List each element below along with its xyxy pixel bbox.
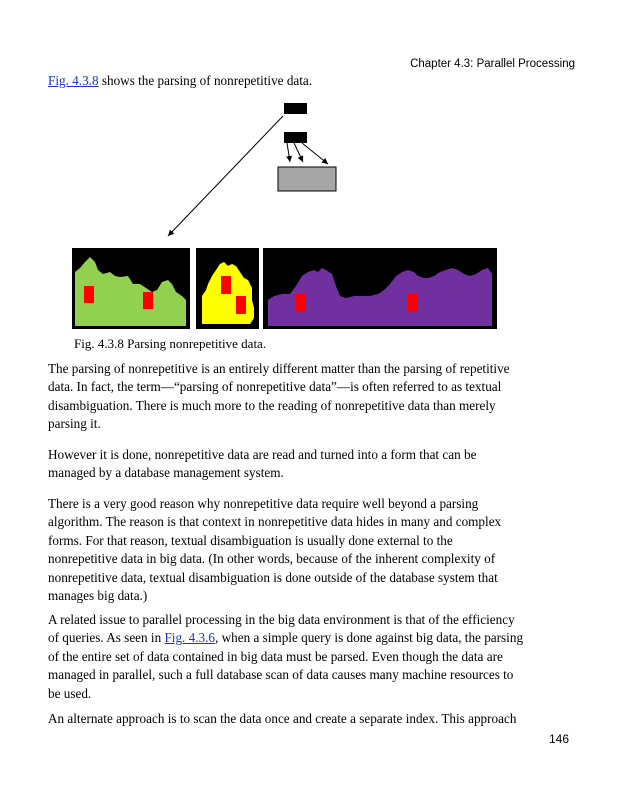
text-line: However it is done, nonrepetitive data are read and turned into a form that can be [48,447,477,462]
parse-box-top [284,103,307,114]
text-line: disambiguation. There is much more to the reading of nonrepetitive data than merely [48,397,496,413]
text-span: , when a simple query is done against big data, the parsing [215,630,524,646]
text-line: An alternate approach is to scan the data once and create a separate index. This approach [48,711,517,726]
text-line: There is a very good reason why nonrepetitive data require well beyond a parsing [48,496,479,511]
arrow-to-data [168,116,283,236]
red-block-6 [408,294,418,312]
chapter-header: Chapter 4.3: Parallel Processing [410,58,575,70]
red-block-2 [143,292,153,309]
page-number: 146 [548,732,569,746]
arrow-to-db-3 [302,143,328,164]
parse-label: Parse [286,117,313,128]
parse-box-bottom [284,132,307,143]
paragraph-3 [48,495,578,605]
text-line: A related issue to parallel processing in the big data environment is that of the efficiency [48,612,515,627]
red-block-3 [221,276,231,294]
database-box [278,167,336,191]
text-line: forms. For that reason, textual disambiguation is usually done external to the [48,532,453,548]
fig-4-3-8-link[interactable]: Fig. 4.3.8 [48,73,99,88]
text-line: be used. [48,685,92,701]
paragraph-2 [48,446,578,483]
text-line: nonrepetitive data, textual disambiguation is done outside of the database system that [48,569,498,585]
paragraph-4 [48,611,578,703]
fig-4-3-6-link[interactable]: Fig. 4.3.6 [164,630,216,646]
parsing-figure [0,0,617,340]
text-line [48,629,578,647]
text-line: algorithm. The reason is that context in nonrepetitive data hides in many and complex [48,514,502,530]
figure-caption: Fig. 4.3.8 Parsing nonrepetitive data. [74,336,267,351]
intro-text: shows the parsing of nonrepetitive data. [98,73,313,88]
text-line: managed in parallel, such a full database scan of data causes many machine resources to [48,667,514,683]
red-block-5 [296,294,306,312]
red-block-1 [84,286,94,303]
paragraph-1 [48,360,578,434]
arrow-to-db-2 [294,143,303,162]
red-block-4 [236,296,246,314]
text-span: of queries. As seen in [48,630,165,646]
paragraph-5 [48,710,578,728]
text-line: The parsing of nonrepetitive is an entirely different matter than the parsing of repetitive [48,361,510,376]
text-line: parsing it. [48,416,101,432]
text-line: manages big data.) [48,588,148,604]
text-line: of the entire set of data contained in big data must be parsed. Even though the data are [48,648,503,664]
text-line: data. In fact, the term—“parsing of nonrepetitive data”—is often referred to as textual [48,379,502,395]
text-line: managed by a database management system. [48,465,284,481]
text-line: nonrepetitive data in big data. (In other words, because of the inherent complexity of [48,551,496,567]
arrow-to-db-1 [287,143,290,162]
